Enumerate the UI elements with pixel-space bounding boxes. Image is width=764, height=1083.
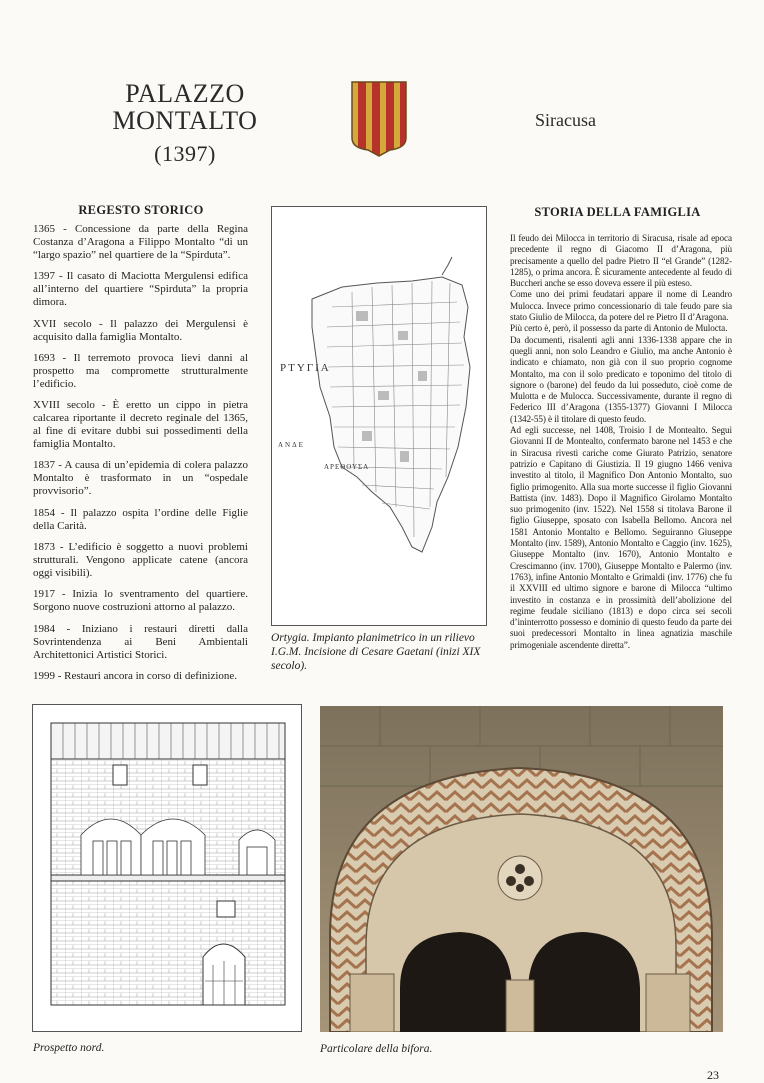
page-number: 23 [707, 1068, 719, 1082]
map-drawing [272, 207, 486, 625]
regesto-entry: 1917 - Inizia lo sventramento del quartiere. Sorgono nuove costruzioni attorno al palazzo. [33, 588, 248, 614]
regesto-entry: 1873 - L’edificio è soggetto a nuovi problemi strutturali. Vengono applicate catene (ancora oggi visibili). [33, 541, 248, 580]
regesto-entry: 1397 - Il casato di Maciotta Mergulensi edifica all’interno del quartiere “Spirduta” la propria dimora. [33, 270, 248, 309]
bifora-photo [320, 706, 723, 1032]
title-year: (1397) [154, 141, 216, 166]
title-line2: MONTALTO [112, 106, 258, 135]
storia-paragraph: Da documenti, risalenti agli anni 1336-1338 appare che in quegli anni, non solo Leandro e Giulio, ma anche Antonio è indicato e chiamato, non già con il suo proprio cognome Montalto, ma con il solo predicato e toponimo del titolo di signore o (barone) del feudo da lui posseduto, cioè come de Mulotta e de Mulocca. Successivamente, durante il regno di Federico III d’Aragona (1355-1377) Giovanni I Milocca (1342-55) è il titolare di questo feudo. [510, 334, 732, 424]
map-label-ortygia: ΡΤΥΓΙΑ [280, 362, 331, 374]
map-caption: Ortygia. Impianto planimetrico in un rilievo I.G.M. Incisione di Cesare Gaetani (inizi XIX secolo). [271, 632, 481, 672]
page-title [100, 80, 270, 167]
storia-paragraph: Il feudo dei Milocca in territorio di Siracusa, risale ad epoca precedente il regno di Giacomo II d’Aragona, più precisamente a quello del padre Pietro II “el Grande” (1282-1285), o prima ancora. È sicuramente antecedente al feudo di Buccheri anche se esso doveva essere il più esteso. [510, 233, 732, 289]
map-label-ande: ΑΝΔΕ [278, 441, 305, 449]
regesto-heading: REGESTO STORICO [78, 203, 204, 217]
north-elevation-drawing [32, 704, 302, 1032]
coat-of-arms-icon [350, 80, 408, 158]
regesto-entry: 1999 - Restauri ancora in corso di definizione. [33, 669, 238, 682]
regesto-entry: XVIII secolo - È eretto un cippo in pietra calcarea riportante il decreto reginale del 1365, al fine di evitare dubbi sui possedimenti della famiglia Montalto. [33, 399, 248, 451]
bifora-illustration [320, 706, 723, 1032]
storia-paragraph: Come uno dei primi feudatari appare il nome di Leandro Mulocca. Invece primo concessionario di tale feudo pare sia stato Giulio de Milocca, da potere del re Pietro II d’Aragona. [510, 289, 732, 323]
regesto-entry: 1854 - Il palazzo ospita l’ordine delle Figlie della Carità. [33, 506, 248, 532]
ortygia-map [271, 206, 487, 626]
city-name: Siracusa [535, 110, 596, 130]
title-line1: PALAZZO [125, 79, 245, 108]
facade-drawing [33, 705, 301, 1031]
storia-text [510, 233, 732, 651]
map-label-arethusa: ΑΡΕΘΟΥΣΑ [324, 463, 370, 471]
regesto-entry: 1365 - Concessione da parte della Regina Costanza d’Aragona a Filippo Montalto “di un “largo spazio” nel quartiere de la “Spirduta”. [33, 223, 248, 261]
regesto-entry: 1837 - A causa di un’epidemia di colera palazzo Montalto è trasformato in un “ospedale provvisorio”. [33, 459, 248, 498]
elevation-caption: Prospetto nord. [33, 1042, 105, 1054]
storia-paragraph: Più certo è, però, il possesso da parte di Antonio de Mulocta. [510, 323, 728, 334]
regesto-entry: 1693 - Il terremoto provoca lievi danni al prospetto ma compromette strutturalmente l’edificio. [33, 351, 248, 390]
photo-caption: Particolare della bifora. [320, 1043, 433, 1055]
regesto-entry: 1984 - Iniziano i restauri diretti dalla Sovrintendenza ai Beni Ambientali Architettonici Artistici Storici. [33, 622, 248, 661]
storia-paragraph: Ad egli successe, nel 1408, Troisio I de Montealto. Seguì Giovanni II de Montealto, confermato barone nel 1453 e che in Siracusa rivestì cariche come Giurato Patrizio, senatore patrizio e Capitano di Giustizia. Il 19 giugno 1466 veniva investito al titolo, il Magnifico Don Antonio Montalto, suo figlio primogenito. Alla sua morte successe il figlio Giovanni Battista (inv. 1483). Dopo il Magnifico Girolamo Montalto suo primogenito (inv. 1522). Nel 1558 si titolava Barone il figlio Giuseppe, sposato con Isabella Bellomo. Ancora nel 1581 Antonio Montalto e Bellomo. Seguiranno Giuseppe Montalto (inv. 1589), Antonio Montalto e Caggio (inv. 1625), Giuseppe Montalto (inv. 1670), Antonio Montalto e Crescimanno (inv. 1700), Giuseppe Montalto e Palermo (inv. 1763), infine Antonio Montalto e Grimaldi (inv. 1776) che fu il XXVIII ed ultimo signore e barone di Milocca “ultimo investito in costanza e in prossimità dell’abolizione del regime feudale siciliano (1813) e dopo circa sei secoli d’ininterrotto possesso e dominio di questo feudo da parte dei suoi predecessori Montalto in linea agnatizia maschile primogeniale ascendente diretta”. [510, 425, 732, 650]
regesto-entry: XVII secolo - Il palazzo dei Mergulensi è acquisito dalla famiglia Montalto. [33, 317, 248, 343]
regesto-list [33, 223, 248, 691]
storia-heading: STORIA DELLA FAMIGLIA [534, 205, 701, 219]
